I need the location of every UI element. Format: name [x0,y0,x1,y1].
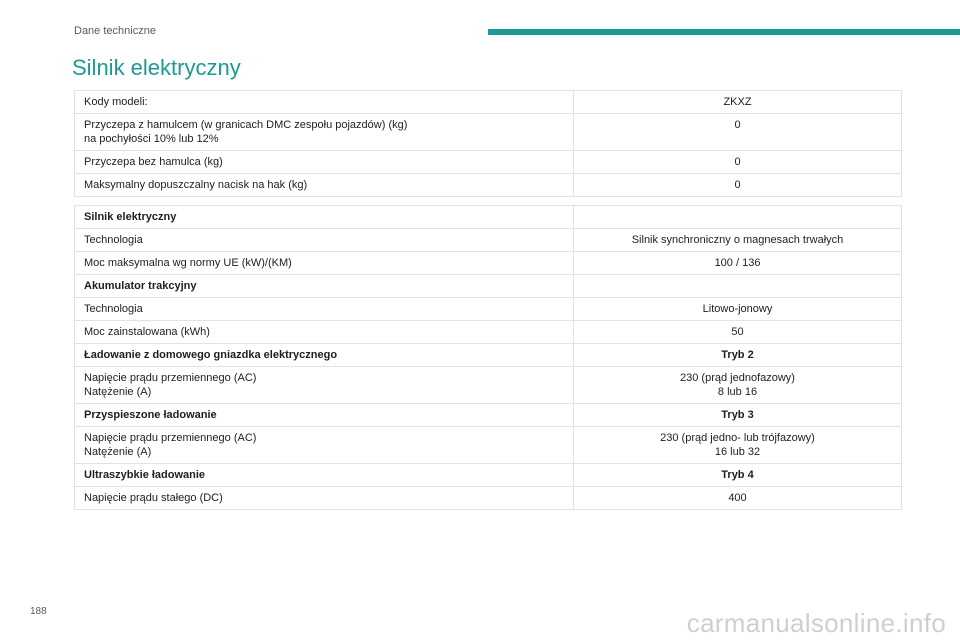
row-label: Moc zainstalowana (kWh) [84,326,210,338]
row-value: 0 [734,119,741,131]
towing-spec-table [74,90,902,197]
table-row [75,151,902,174]
row-value: 230 (prąd jedno- lub trójfazowy) [660,432,815,444]
table-row [75,114,902,151]
row-label-cell [75,275,574,298]
row-label: Przyczepa z hamulcem (w granicach DMC zespołu pojazdów) (kg) [84,119,408,131]
row-label: Moc maksymalna wg normy UE (kW)/(KM) [84,257,292,269]
row-value: 0 [734,179,741,191]
row-value-cell [574,151,902,174]
row-label-cell [75,404,574,427]
row-value-cell [574,174,902,197]
row-value-cell [574,487,902,510]
row-value-cell [574,91,902,114]
row-value: Tryb 4 [721,469,754,481]
row-value-cell [574,427,902,464]
row-label: Napięcie prądu stałego (DC) [84,492,223,504]
row-value-cell [574,367,902,404]
row-value: ZKXZ [723,96,752,108]
row-label: Silnik elektryczny [84,211,177,223]
row-value-cell [574,206,902,229]
row-label: Technologia [84,303,143,315]
row-label: Przyczepa bez hamulca (kg) [84,156,223,168]
table-row [75,229,902,252]
row-value-cell [574,344,902,367]
table-row [75,174,902,197]
row-value: Silnik synchroniczny o magnesach trwałych [631,234,844,246]
row-label-cell [75,206,574,229]
row-label: Przyspieszone ładowanie [84,409,217,421]
row-value: 50 [731,326,744,338]
table-row [75,321,902,344]
row-label: Natężenie (A) [84,446,152,458]
header-accent-bar [488,29,960,35]
row-value: Litowo-jonowy [702,303,773,315]
row-label-cell [75,252,574,275]
section-label: Dane techniczne [74,25,156,37]
row-label: Ultraszybkie ładowanie [84,469,206,481]
row-label-cell [75,464,574,487]
row-label: Akumulator trakcyjny [84,280,197,292]
table-row [75,487,902,510]
table-section-header-row [75,206,902,229]
row-label: Natężenie (A) [84,386,152,398]
electric-motor-spec-table [74,205,902,510]
table-row [75,91,902,114]
table-section-header-row [75,404,902,427]
row-value-cell [574,114,902,151]
row-value-cell [574,321,902,344]
row-value: 230 (prąd jednofazowy) [680,372,795,384]
table-section-header-row [75,344,902,367]
row-label: Napięcie prądu przemiennego (AC) [84,432,257,444]
row-value: 16 lub 32 [714,446,761,458]
table-section-header-row [75,464,902,487]
row-value-cell [574,404,902,427]
table-row [75,252,902,275]
row-label: Ładowanie z domowego gniazdka elektrycznego [84,349,338,361]
row-label-cell [75,427,574,464]
row-value: Tryb 3 [721,409,754,421]
row-label-cell [75,151,574,174]
row-label: Napięcie prądu przemiennego (AC) [84,372,257,384]
row-value-cell [574,464,902,487]
row-label-cell [75,321,574,344]
row-label-cell [75,174,574,197]
watermark: carmanualsonline.info [686,608,946,638]
row-value: 100 / 136 [714,257,761,269]
row-label: Kody modeli: [84,96,148,108]
row-label-cell [75,229,574,252]
row-value: Tryb 2 [721,349,754,361]
row-value-cell [574,275,902,298]
row-value: 0 [734,156,741,168]
table-row [75,367,902,404]
row-value: 400 [728,492,747,504]
row-label: Maksymalny dopuszczalny nacisk na hak (kg) [84,179,308,191]
row-label-cell [75,344,574,367]
row-value: 8 lub 16 [717,386,758,398]
row-label: Technologia [84,234,143,246]
table-section-header-row [75,275,902,298]
row-value-cell [574,298,902,321]
page-title: Silnik elektryczny [72,55,241,80]
row-label-cell [75,91,574,114]
row-label-cell [75,114,574,151]
row-label-cell [75,298,574,321]
table-row [75,427,902,464]
page-number: 188 [30,606,47,617]
table-row [75,298,902,321]
row-label: na pochyłości 10% lub 12% [84,133,219,145]
row-value-cell [574,252,902,275]
row-value-cell [574,229,902,252]
row-label-cell [75,487,574,510]
row-label-cell [75,367,574,404]
